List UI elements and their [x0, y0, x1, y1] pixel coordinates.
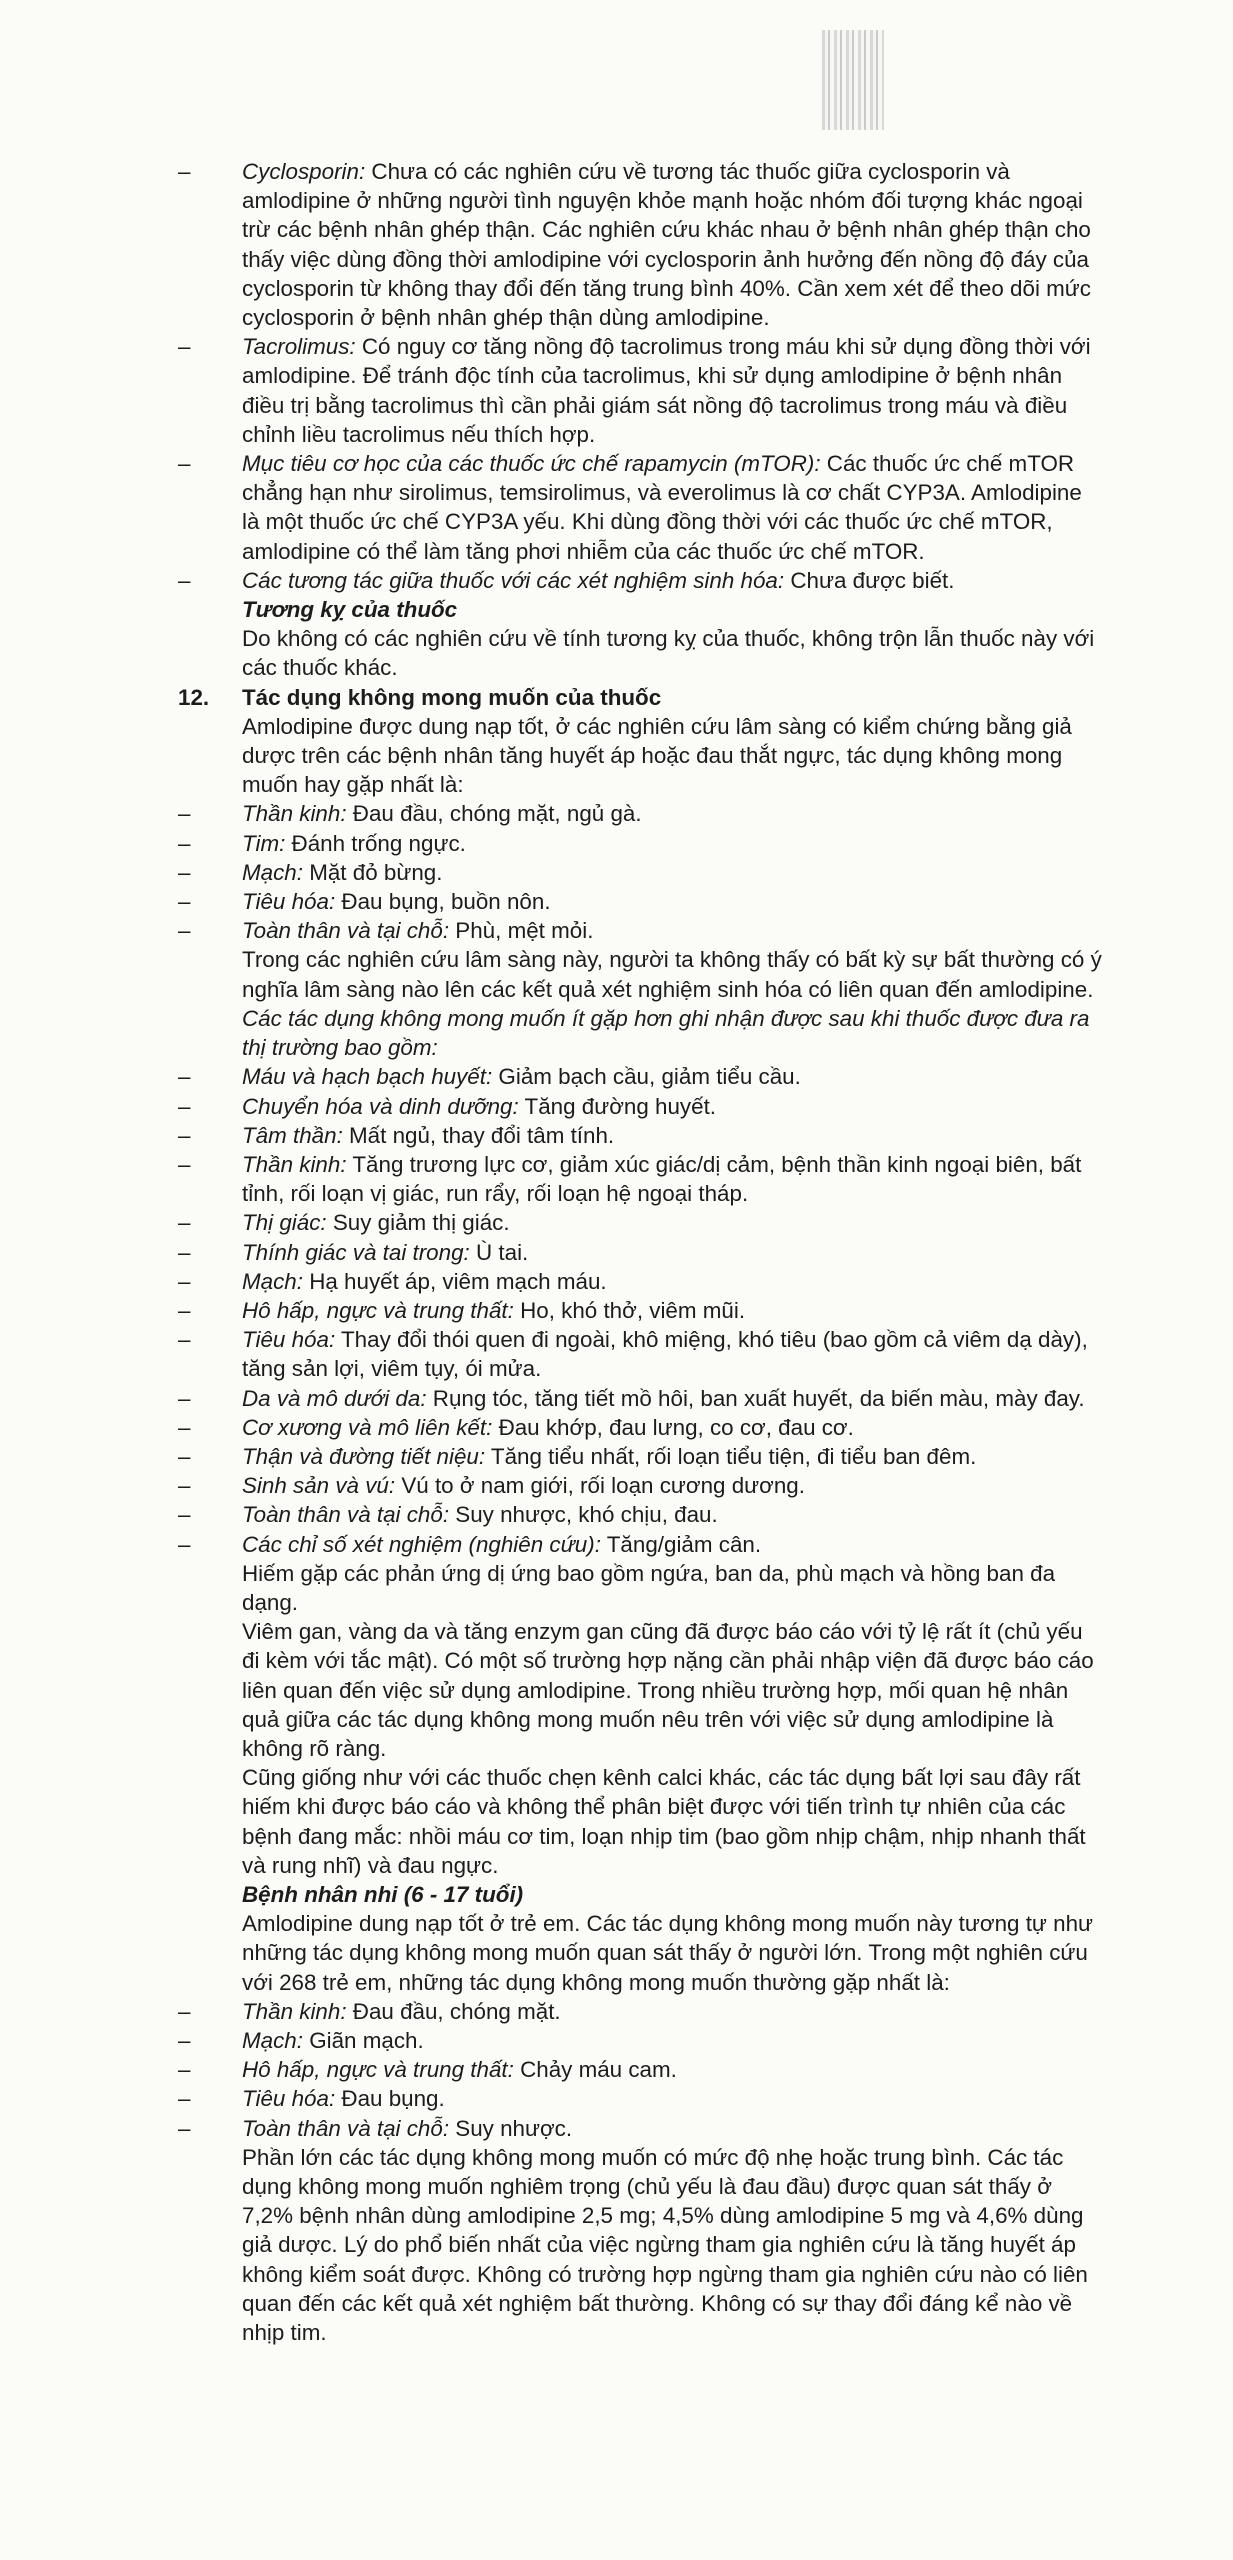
- item-label: Máu và hạch bạch huyết:: [242, 1064, 493, 1090]
- item-text: Do không có các nghiên cứu về tính tương kỵ của thuốc, không trộn lẫn thuốc này với các thuốc khác.: [242, 626, 1095, 681]
- list-marker: –: [178, 1268, 191, 1294]
- item-text: Mất ngủ, thay đổi tâm tính.: [342, 1122, 615, 1148]
- item-text: Cũng giống như với các thuốc chẹn kênh calci khác, các tác dụng bất lợi sau đây rất hiếm khi được báo cáo và không thể phân biệt được với tiến trình tự nhiên của các bệnh đang mắc: nhồi máu cơ tim, loạn nhịp tim (bao gồm nhịp chậm, nhịp nhanh thất và rung nhĩ) và đau ngực.: [242, 1765, 1086, 1878]
- item-label: Tim:: [242, 830, 286, 856]
- bullet-item: [178, 449, 1102, 566]
- item-text: Chưa được biết.: [784, 567, 955, 593]
- list-marker: –: [178, 1297, 191, 1323]
- item-label: Sinh sản và vú:: [242, 1473, 396, 1499]
- bullet-item: [178, 1997, 1102, 2026]
- list-marker: 12.: [178, 684, 210, 710]
- list-marker: –: [178, 2028, 191, 2053]
- item-text: Đau bụng, buồn nôn.: [335, 889, 551, 915]
- paragraph: [178, 712, 1102, 800]
- bullet-item: [178, 1121, 1102, 1150]
- bullet-item: [178, 916, 1102, 945]
- section-heading: [178, 1880, 1102, 1909]
- list-marker: –: [178, 1093, 191, 1119]
- bullet-item: [178, 858, 1102, 887]
- heading-text: Bệnh nhân nhi (6 - 17 tuổi): [242, 1881, 524, 1907]
- bullet-item: [178, 829, 1102, 858]
- list-marker: –: [178, 1414, 191, 1440]
- paragraph: [178, 1763, 1102, 1880]
- item-text: Thay đổi thói quen đi ngoài, khô miệng, khó tiêu (bao gồm cả viêm dạ dày), tăng sản lợi, viêm tụy, ói mửa.: [242, 1327, 1088, 1382]
- item-text: Phần lớn các tác dụng không mong muốn có mức độ nhẹ hoặc trung bình. Các tác dụng không mong muốn nghiêm trọng (chủ yếu là đau đầu) được quan sát thấy ở 7,2% bệnh nhân dùng amlodipine 2,5 mg; 4,5% dùng amlodipine 5 mg và 4,6% dùng giả dược. Lý do phổ biến nhất của việc ngừng tham gia nghiên cứu là tăng huyết áp không kiểm soát được. Không có trường hợp ngừng tham gia nghiên cứu nào có liên quan đến các kết quả xét nghiệm bất thường. Không có sự thay đổi đáng kể nào về nhịp tim.: [242, 2144, 1088, 2346]
- item-label: Cơ xương và mô liên kết:: [242, 1414, 493, 1440]
- paragraph: [178, 1004, 1102, 1062]
- heading-text: Tác dụng không mong muốn của thuốc: [242, 684, 662, 710]
- bullet-item: [178, 2084, 1102, 2113]
- item-text: Suy giảm thị giác.: [326, 1210, 510, 1236]
- item-label: Tiêu hóa:: [242, 2086, 336, 2112]
- item-text: Ù tai.: [469, 1239, 529, 1265]
- item-text: Rụng tóc, tăng tiết mồ hôi, ban xuất huyết, da biến màu, mày đay.: [426, 1385, 1085, 1411]
- bullet-item: [178, 1238, 1102, 1267]
- list-marker: –: [178, 1210, 191, 1236]
- item-text: Hiếm gặp các phản ứng dị ứng bao gồm ngứa, ban da, phù mạch và hồng ban đa dạng.: [242, 1560, 1056, 1615]
- list-marker: –: [178, 830, 191, 856]
- item-text: Mặt đỏ bừng.: [302, 859, 443, 885]
- list-marker: –: [178, 1502, 191, 1528]
- bullet-item: [178, 332, 1102, 449]
- item-text: Hạ huyết áp, viêm mạch máu.: [302, 1268, 607, 1294]
- item-text: Đánh trống ngực.: [285, 830, 466, 856]
- item-label: Da và mô dưới da:: [242, 1385, 427, 1411]
- list-marker: –: [178, 1064, 191, 1090]
- bullet-item: [178, 1500, 1102, 1529]
- item-label: Hô hấp, ngực và trung thất:: [242, 2057, 514, 2083]
- list-marker: –: [178, 2086, 191, 2112]
- item-text: Đau bụng.: [335, 2086, 445, 2112]
- item-label: Tiêu hóa:: [242, 1327, 336, 1353]
- item-label: Hô hấp, ngực và trung thất:: [242, 1297, 514, 1323]
- item-text: Trong các nghiên cứu lâm sàng này, người ta không thấy có bất kỳ sự bất thường có ý nghĩa lâm sàng nào lên các kết quả xét nghiệm sinh hóa có liên quan đến amlodipine.: [242, 947, 1102, 1002]
- list-marker: –: [178, 334, 191, 360]
- item-label: Mục tiêu cơ học của các thuốc ức chế rapamycin (mTOR):: [242, 451, 821, 477]
- paragraph: [178, 1909, 1102, 1997]
- item-text: Giảm bạch cầu, giảm tiểu cầu.: [492, 1064, 801, 1090]
- bullet-item: [178, 1442, 1102, 1471]
- item-text: Giãn mạch.: [302, 2028, 424, 2053]
- section-heading: [178, 595, 1102, 624]
- item-label: Chuyển hóa và dinh dưỡng:: [242, 1093, 519, 1119]
- list-marker: –: [178, 2057, 191, 2083]
- list-marker: –: [178, 451, 191, 477]
- bullet-item: [178, 1413, 1102, 1442]
- list-marker: –: [178, 1385, 191, 1411]
- item-text: Amlodipine dung nạp tốt ở trẻ em. Các tác dụng không mong muốn này tương tự như những tác dụng không mong muốn quan sát thấy ở người lớn. Trong một nghiên cứu với 268 trẻ em, những tác dụng không mong muốn thường gặp nhất là:: [242, 1911, 1094, 1995]
- item-text: Phù, mệt mỏi.: [449, 918, 594, 944]
- item-label: Tiêu hóa:: [242, 889, 336, 915]
- item-text: Các thuốc ức chế mTOR chẳng hạn như sirolimus, temsirolimus, và everolimus là cơ chất CYP3A. Amlodipine là một thuốc ức chế CYP3A yếu. Khi dùng đồng thời với các thuốc ức chế mTOR, amlodipine có thể làm tăng phơi nhiễm của các thuốc ức chế mTOR.: [242, 451, 1082, 564]
- item-label: Thính giác và tai trong:: [242, 1239, 470, 1265]
- item-text: Tăng trương lực cơ, giảm xúc giác/dị cảm, bệnh thần kinh ngoại biên, bất tỉnh, rối loạn vị giác, run rẩy, rối loạn hệ ngoại tháp.: [242, 1151, 1082, 1207]
- item-label: Mạch:: [242, 2028, 303, 2053]
- item-text: Suy nhược.: [449, 2115, 573, 2141]
- bullet-item: [178, 799, 1102, 828]
- item-text: Ho, khó thở, viêm mũi.: [513, 1297, 746, 1323]
- bullet-item: [178, 1471, 1102, 1500]
- bullet-item: [178, 1092, 1102, 1121]
- paragraph: [178, 624, 1102, 682]
- item-text: Chưa có các nghiên cứu về tương tác thuốc giữa cyclosporin và amlodipine ở những người tình nguyện khỏe mạnh hoặc nhóm đối tượng khác ngoại trừ các bệnh nhân ghép thận. Các nghiên cứu khác nhau ở bệnh nhân ghép thận cho thấy việc dùng đồng thời amlodipine với cyclosporin ảnh hưởng đến nồng độ đáy của cyclosporin từ không thay đổi đến tăng trung bình 40%. Cần xem xét để theo dõi mức cyclosporin ở bệnh nhân ghép thận dùng amlodipine.: [242, 159, 1091, 331]
- item-text: Vú to ở nam giới, rối loạn cương dương.: [395, 1473, 805, 1499]
- paragraph: [178, 2143, 1102, 2347]
- list-marker: –: [178, 567, 191, 593]
- bullet-item: [178, 1267, 1102, 1296]
- list-marker: –: [178, 1443, 191, 1469]
- item-text: Amlodipine được dung nạp tốt, ở các nghiên cứu lâm sàng có kiểm chứng bằng giả dược trên các bệnh nhân tăng huyết áp hoặc đau thắt ngực, tác dụng không mong muốn hay gặp nhất là:: [242, 713, 1072, 798]
- item-label: Cyclosporin:: [242, 159, 366, 184]
- bullet-item: [178, 1062, 1102, 1091]
- item-label: Thị giác:: [242, 1210, 327, 1236]
- item-label: Mạch:: [242, 1268, 303, 1294]
- bullet-item: [178, 1530, 1102, 1559]
- item-label: Thận và đường tiết niệu:: [242, 1443, 486, 1469]
- paragraph: [178, 1617, 1102, 1763]
- item-label: Thần kinh:: [242, 1998, 347, 2024]
- bullet-item: [178, 157, 1102, 332]
- bullet-item: [178, 2055, 1102, 2084]
- list-marker: –: [178, 859, 191, 885]
- list-marker: –: [178, 1473, 191, 1499]
- item-text: Chảy máu cam.: [513, 2057, 677, 2083]
- item-label: Các chỉ số xét nghiệm (nghiên cứu):: [242, 1531, 601, 1557]
- item-label: Toàn thân và tại chỗ:: [242, 918, 450, 944]
- bullet-item: [178, 1296, 1102, 1325]
- item-text: Suy nhược, khó chịu, đau.: [449, 1502, 718, 1528]
- bullet-item: [178, 1150, 1102, 1208]
- item-text: Viêm gan, vàng da và tăng enzym gan cũng đã được báo cáo với tỷ lệ rất ít (chủ yếu đi kèm với tắc mật). Có một số trường hợp nặng cần phải nhập viện đã được báo cáo liên quan đến việc sử dụng amlodipine. Trong nhiều trường hợp, mối quan hệ nhân quả giữa các tác dụng không mong muốn nêu trên với việc sử dụng amlodipine là không rõ ràng.: [242, 1619, 1094, 1761]
- bullet-item: [178, 1325, 1102, 1383]
- item-text: Đau đầu, chóng mặt, ngủ gà.: [346, 801, 642, 827]
- item-text: Tăng đường huyết.: [518, 1093, 717, 1119]
- item-text: Đau khớp, đau lưng, co cơ, đau cơ.: [492, 1414, 854, 1440]
- item-text: Đau đầu, chóng mặt.: [346, 1998, 561, 2024]
- list-marker: –: [178, 2115, 191, 2141]
- item-label: Tâm thần:: [242, 1122, 343, 1148]
- item-text: Tăng tiểu nhất, rối loạn tiểu tiện, đi tiểu ban đêm.: [485, 1443, 977, 1469]
- paragraph: [178, 945, 1102, 1003]
- paragraph: [178, 1559, 1102, 1617]
- list-marker: –: [178, 918, 191, 944]
- list-marker: –: [178, 801, 191, 827]
- bullet-item: [178, 2026, 1102, 2055]
- item-label: Mạch:: [242, 859, 303, 885]
- item-label: Các tương tác giữa thuốc với các xét nghiệm sinh hóa:: [242, 567, 785, 593]
- heading-text: Tương kỵ của thuốc: [242, 597, 458, 623]
- item-label: Thần kinh:: [242, 1151, 347, 1177]
- item-label: Toàn thân và tại chỗ:: [242, 2115, 450, 2141]
- item-label: Thần kinh:: [242, 801, 347, 827]
- item-label: Toàn thân và tại chỗ:: [242, 1502, 450, 1528]
- list-marker: –: [178, 889, 191, 915]
- list-marker: –: [178, 1531, 191, 1557]
- document-page: [178, 157, 1102, 2347]
- bullet-item: [178, 2114, 1102, 2143]
- list-marker: –: [178, 1151, 191, 1177]
- barcode-mark: [822, 30, 884, 130]
- list-marker: –: [178, 1239, 191, 1265]
- item-label: Các tác dụng không mong muốn ít gặp hơn ghi nhận được sau khi thuốc được đưa ra thị trường bao gồm:: [242, 1005, 1090, 1061]
- list-marker: –: [178, 1122, 191, 1148]
- section-heading: [178, 683, 1102, 712]
- item-label: Tacrolimus:: [242, 334, 356, 360]
- list-marker: –: [178, 159, 191, 184]
- item-text: Tăng/giảm cân.: [600, 1531, 762, 1557]
- item-text: Có nguy cơ tăng nồng độ tacrolimus trong máu khi sử dụng đồng thời với amlodipine. Để tránh độc tính của tacrolimus, khi sử dụng amlodipine ở bệnh nhân điều trị bằng tacrolimus thì cần phải giám sát nồng độ tacrolimus trong máu và điều chỉnh liều tacrolimus nếu thích hợp.: [242, 334, 1091, 447]
- list-marker: –: [178, 1998, 191, 2024]
- bullet-item: [178, 566, 1102, 595]
- bullet-item: [178, 1208, 1102, 1237]
- bullet-item: [178, 1384, 1102, 1413]
- list-marker: –: [178, 1327, 191, 1353]
- bullet-item: [178, 887, 1102, 916]
